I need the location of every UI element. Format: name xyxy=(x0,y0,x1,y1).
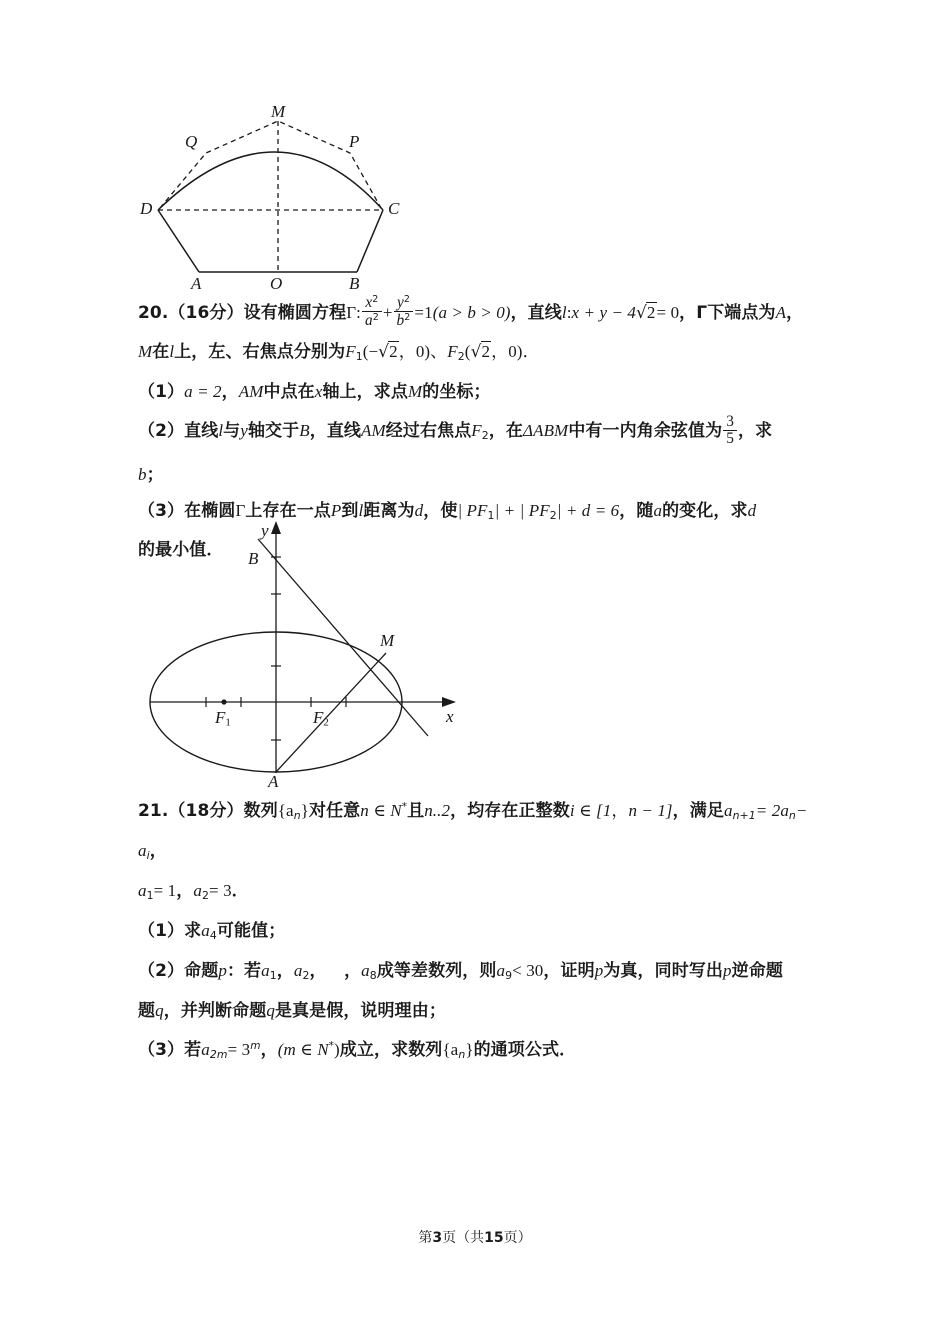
problem-20-dot: . xyxy=(161,303,169,323)
p21-part-2-q2: q xyxy=(266,1000,275,1020)
problem-21-i-comma: ， xyxy=(611,800,629,820)
problem-20-line-1 xyxy=(138,292,818,334)
problem-21-rec-eq: = 2a xyxy=(755,800,789,820)
p21-part-2-p3: p xyxy=(723,960,732,980)
problem-20-part-2 xyxy=(138,410,818,457)
p21-part-2-comma-2: ， xyxy=(309,960,327,981)
part-3-text-a: 在椭圆 xyxy=(184,501,236,522)
footer-prefix: 第 xyxy=(418,1230,433,1246)
part-2-text-f: ，在 xyxy=(488,421,524,442)
problem-20-F1-end: ，0)、 xyxy=(398,342,448,361)
part-3-P: P xyxy=(330,501,342,521)
part-3-text-g: 的变化，求 xyxy=(662,501,748,522)
problem-21-rec-sub2: n xyxy=(788,808,796,822)
ellipse-label-y: y xyxy=(261,521,269,540)
p21-part-2-a1: a xyxy=(261,960,270,980)
part-2-text-d: ，直线 xyxy=(309,421,362,442)
problem-21-line-1 xyxy=(138,790,818,873)
problem-21-rec-sub3: i xyxy=(146,848,150,862)
figure-label-D: D xyxy=(140,199,153,218)
problem-21-comma-2: ， xyxy=(176,880,194,901)
p21-part-2-text-e: 为真，同时写出 xyxy=(603,960,724,981)
footer-page-number: 3 xyxy=(432,1230,443,1246)
problem-21-part-1 xyxy=(138,913,818,953)
problem-20-line-eq-end: = 0 xyxy=(656,303,680,322)
frac-num-y: y xyxy=(396,294,404,312)
p21-part-2-text-b: ：若 xyxy=(226,960,262,981)
problem-20-colon-2: : xyxy=(566,303,572,322)
p21-part-3-eq: = 3 xyxy=(227,1039,251,1059)
problem-20-marks: （16分） xyxy=(168,303,244,323)
part-3-sub-2: 2 xyxy=(549,509,557,523)
ellipse-label-F1-letter: F xyxy=(215,708,226,727)
problem-20-comma-1: ， xyxy=(786,303,804,323)
p21-part-3-a2m: a xyxy=(201,1039,210,1059)
part-2-F: F xyxy=(471,421,482,441)
part-3-expr-1: | PF xyxy=(457,501,488,521)
p21-part-3-seq: {a xyxy=(442,1039,459,1059)
p21-part-1-a4: a xyxy=(201,920,210,940)
part-3-d-var-2: d xyxy=(747,501,757,521)
part-2-text-e: 经过右焦点 xyxy=(385,421,472,442)
p21-part-2-q-prefix: 题 xyxy=(138,1000,156,1021)
problem-20-part-2-cont xyxy=(138,457,818,493)
figure-label-O: O xyxy=(270,274,283,293)
problem-20-one: 1 xyxy=(424,303,433,322)
part-3-text-e: ，使 xyxy=(423,501,458,522)
part-2-y: y xyxy=(240,421,248,441)
p21-part-2-a9-sub: 9 xyxy=(505,968,513,982)
part-2-label: （2） xyxy=(138,421,185,442)
problem-21-number: 21 xyxy=(138,800,162,821)
problem-21-seq-open: {a xyxy=(277,800,294,820)
part-1-label: （1） xyxy=(138,382,185,403)
footer-total-pages: 15 xyxy=(484,1230,504,1246)
problem-20-l-2: l xyxy=(169,342,175,361)
part-1-M: M xyxy=(407,382,423,402)
part-3-text-f: ，随 xyxy=(619,501,654,522)
part-3-text-h: 的最小值． xyxy=(138,540,224,561)
part-3-gamma: Γ xyxy=(235,501,246,521)
problem-21-text-c: 且 xyxy=(407,800,425,821)
part-2-text-c: 轴交于 xyxy=(247,421,300,442)
p21-part-1-text-b: 可能值； xyxy=(216,920,286,941)
frac-den-a-exp: 2 xyxy=(372,312,379,324)
problem-21-part-2-cont xyxy=(138,993,818,1029)
p21-part-2-a8: a xyxy=(361,960,370,980)
problem-21-block xyxy=(138,790,818,1072)
part-2-text-a: 直线 xyxy=(184,421,219,442)
problem-20-equals: = xyxy=(414,303,425,322)
ellipse-label-F1 xyxy=(215,708,231,729)
F2-sqrt-body: 2 xyxy=(481,342,491,361)
problem-21-comma-1: ， xyxy=(149,840,167,861)
footer-middle: 页（共 xyxy=(442,1230,485,1246)
p21-part-2-gap xyxy=(327,961,344,980)
p21-part-2-text-f: 逆命题 xyxy=(731,960,783,981)
p21-part-3-star: * xyxy=(328,1039,335,1052)
trapezoid-arc-svg xyxy=(138,96,438,288)
problem-21-part-3 xyxy=(138,1029,818,1072)
problem-20-number: 20 xyxy=(138,303,162,323)
problem-21-a2: a xyxy=(193,880,202,900)
p21-part-3-sup: m xyxy=(250,1039,261,1052)
problem-21-rec-minus: − a xyxy=(138,800,808,860)
problem-21-n-star: * xyxy=(401,801,408,813)
figure-label-A: A xyxy=(191,274,202,293)
problem-20-F2: F xyxy=(447,342,458,361)
p21-part-2-a1-sub: 1 xyxy=(269,968,277,982)
problem-20-condition: (a > b > 0) xyxy=(432,303,511,322)
problem-20-F1-sqrt: √2 xyxy=(378,342,398,362)
p21-part-3-a2m-sub: 2m xyxy=(209,1047,228,1061)
p21-part-3-label: （3） xyxy=(138,1039,185,1060)
p21-part-2-text-d: ，证明 xyxy=(543,960,595,981)
frac-den-b-exp: 2 xyxy=(404,312,411,324)
problem-21-a2-sub: 2 xyxy=(202,888,210,902)
problem-20-text-b: ，直线 xyxy=(510,303,562,323)
problem-20-sqrt2: √2 xyxy=(635,303,656,323)
part-1-comma: ， xyxy=(221,382,239,403)
p21-part-2-q: q xyxy=(155,1000,164,1020)
problem-21-rec-a: a xyxy=(723,800,733,820)
problem-21-marks: （18分） xyxy=(168,800,244,821)
problem-21-text-d: ，均存在正整数 xyxy=(450,800,570,821)
problem-21-n-ge: n..2 xyxy=(424,800,451,820)
problem-20-M: M xyxy=(138,342,153,361)
problem-21-seq-sub: n xyxy=(293,808,301,822)
ellipse-line-svg xyxy=(140,518,470,786)
p21-part-2-a2: a xyxy=(293,960,303,980)
p21-part-2-text-a: 命题 xyxy=(184,960,219,981)
p21-part-1-a4-sub: 4 xyxy=(209,928,217,942)
p21-part-3-seq-sub: n xyxy=(458,1047,466,1061)
figure-label-B: B xyxy=(349,274,360,293)
part-1-text-c: 的坐标； xyxy=(422,382,491,403)
frac-num-x: x xyxy=(365,294,373,312)
F1-sqrt-body: 2 xyxy=(389,342,398,361)
problem-20-F1-sub: 1 xyxy=(355,350,363,364)
ellipse-label-A: A xyxy=(268,772,279,791)
problem-20-text-e: 上，左、右焦点分别为 xyxy=(174,342,346,362)
problem-21-a2-eq: = 3 xyxy=(209,880,232,900)
p21-part-2-lt: < 30 xyxy=(512,960,544,980)
problem-20-F2-sqrt: √2 xyxy=(470,342,491,362)
p21-part-2-label: （2） xyxy=(138,960,185,981)
problem-21-line-2 xyxy=(138,873,818,913)
part-3-a-var: a xyxy=(653,501,663,521)
problem-21-dot: . xyxy=(161,800,169,821)
p21-part-1-label: （1） xyxy=(138,920,185,941)
part-3-l: l xyxy=(358,501,364,521)
part-3-text-b: 上存在一点 xyxy=(245,501,331,522)
p21-part-3-text-a: 若 xyxy=(184,1039,202,1060)
problem-21-a1-eq: = 1 xyxy=(153,880,177,900)
problem-20-line-eq: x + y − 4 xyxy=(571,303,636,322)
part-1-text-a: 中点在 xyxy=(263,382,315,403)
problem-20-l: l xyxy=(561,303,567,322)
p21-part-3-text-b: 成立，求数列 xyxy=(339,1039,443,1060)
part-2-triangle: ΔABM xyxy=(523,421,569,441)
problem-20-colon: : xyxy=(356,303,361,322)
part-3-sub-1: 1 xyxy=(487,509,495,523)
ellipse-label-x: x xyxy=(446,707,454,726)
problem-21-period: ． xyxy=(231,880,249,901)
part-2-AM: AM xyxy=(361,421,386,441)
problem-21-text-b: 对任意 xyxy=(308,800,361,821)
part-3-label: （3） xyxy=(138,501,185,522)
problem-21-rec-sub: n+1 xyxy=(732,808,756,822)
problem-20-F1-open: (− xyxy=(362,342,379,361)
p21-part-2-text-h: 是真是假，说明理由； xyxy=(274,1000,446,1021)
problem-20-F2-sub: 2 xyxy=(457,350,465,364)
problem-20-frac-x2a2 xyxy=(362,294,382,329)
part-2-b-var: b xyxy=(138,465,147,485)
p21-part-2-text-g: ，并判断命题 xyxy=(163,1000,267,1021)
ellipse-label-F2 xyxy=(313,708,329,729)
ellipse-line-figure xyxy=(140,518,470,791)
figure-label-M: M xyxy=(271,102,286,121)
part-2-fraction xyxy=(723,414,737,447)
p21-part-2-comma-1: ， xyxy=(276,960,294,981)
figure-label-P: P xyxy=(349,132,360,151)
problem-20-gamma: Γ xyxy=(346,303,357,322)
ellipse-label-M: M xyxy=(380,631,395,650)
problem-20-F2-end: ，0)． xyxy=(491,342,540,361)
part-2-text-i: ； xyxy=(146,465,164,486)
part-2-frac-den: 5 xyxy=(723,430,737,447)
ellipse-label-F1-sub: 1 xyxy=(225,716,231,729)
part-1-AM: AM xyxy=(238,382,264,402)
figure-label-Q: Q xyxy=(185,132,198,151)
p21-part-1-text-a: 求 xyxy=(184,920,202,941)
part-3-text-d: 距离为 xyxy=(363,501,415,522)
problem-20-plus: + xyxy=(382,303,393,322)
problem-21-n-in-N: n ∈ N xyxy=(360,800,402,820)
problem-20-F2-open: ( xyxy=(464,342,471,361)
problem-21-text-a: 数列 xyxy=(243,800,278,821)
problem-20-part-1 xyxy=(138,374,818,410)
p21-part-2-p: p xyxy=(218,960,227,980)
part-2-F-sub: 2 xyxy=(481,429,489,443)
problem-20-frac-y2b2 xyxy=(394,294,414,329)
sqrt2-body: 2 xyxy=(646,303,656,322)
frac-num-x-exp: 2 xyxy=(372,294,379,306)
problem-21-text-e: ，满足 xyxy=(672,800,724,821)
p21-part-2-a9: a xyxy=(496,960,506,980)
p21-part-2-comma-3: ， xyxy=(344,960,362,981)
p21-part-2-text-c: 成等差数列，则 xyxy=(376,960,497,981)
part-1-a-eq: a = 2 xyxy=(184,382,222,402)
frac-den-a: a xyxy=(364,312,373,330)
p21-part-3-seq-end: } xyxy=(465,1039,474,1059)
part-2-B: B xyxy=(299,421,310,441)
footer-suffix: 页） xyxy=(503,1230,532,1246)
p21-part-3-paren: (m ∈ N xyxy=(277,1039,329,1059)
part-2-text-b: 与 xyxy=(223,421,241,442)
ellipse-label-B: B xyxy=(248,549,259,568)
p21-part-3-paren-end: ) xyxy=(334,1039,340,1059)
part-3-text-c: 到 xyxy=(341,501,359,522)
ellipse-label-F2-letter: F xyxy=(313,708,324,727)
part-3-d-var: d xyxy=(414,501,424,521)
part-3-expr-3: | + d = 6 xyxy=(556,501,620,521)
p21-part-2-a2-sub: 2 xyxy=(302,968,310,982)
problem-20-text-a: 设有椭圆方程 xyxy=(243,303,347,323)
problem-20-F1: F xyxy=(345,342,356,361)
part-3-expr-2: | + | PF xyxy=(494,501,550,521)
problem-21-a1: a xyxy=(138,880,147,900)
problem-21-i-end: n − 1] xyxy=(628,800,673,820)
problem-21-seq-close: } xyxy=(300,800,309,820)
part-1-x: x xyxy=(314,382,323,402)
part-2-l: l xyxy=(218,421,224,441)
page-footer xyxy=(0,1227,950,1247)
frac-num-y-exp: 2 xyxy=(403,294,410,306)
problem-20-line-2 xyxy=(138,334,818,374)
problem-20-point-A: A xyxy=(775,303,787,322)
part-2-frac-num: 3 xyxy=(726,413,734,431)
problem-20-text-c: ，Γ下端点为 xyxy=(679,303,776,323)
p21-part-2-p2: p xyxy=(594,960,604,980)
part-1-text-b: 轴上，求点 xyxy=(322,382,408,403)
ellipse-label-F2-sub: 2 xyxy=(323,716,329,729)
p21-part-2-a8-sub: 8 xyxy=(369,968,377,982)
problem-21-part-2 xyxy=(138,953,818,993)
part-2-text-g: 中有一内角余弦值为 xyxy=(568,421,723,442)
problem-21-i-in: i ∈ [1 xyxy=(569,800,612,820)
problem-20-text-d: 在 xyxy=(152,342,170,362)
trapezoid-arc-figure xyxy=(138,96,438,293)
problem-21-a1-sub: 1 xyxy=(146,888,154,902)
figure-label-C: C xyxy=(388,199,400,218)
part-2-text-h: ，求 xyxy=(737,421,773,442)
frac-den-b: b xyxy=(396,312,405,330)
p21-part-3-text-c: 的通项公式． xyxy=(473,1039,577,1060)
p21-part-3-comma: ， xyxy=(260,1039,278,1060)
